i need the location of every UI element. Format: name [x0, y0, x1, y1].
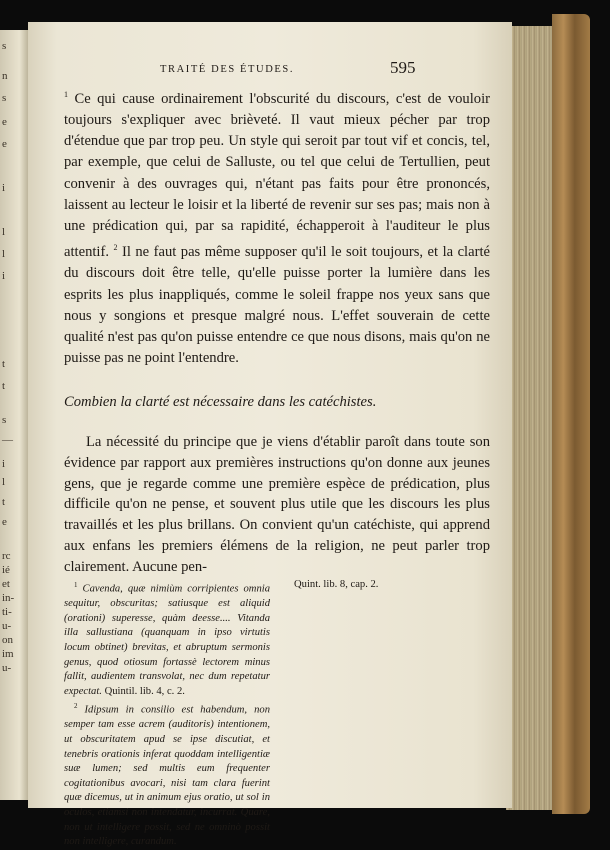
left-fragment: i [2, 270, 6, 282]
left-fragment: et [2, 578, 10, 590]
left-fragment: e [2, 116, 7, 128]
footnote-marker: 1 [74, 581, 78, 589]
footnote-2-text: Idipsum in consilio est habendum, non semper tam esse acrem (auditoris) intentionem, ut obscuritatem apud se ipse discutiat, et tenebris orationis inferat quoddam intelligentiæ suæ lumen; sed multis eum frequenter cogitationibus avocari, nisi tam clara fuerint quæ dicemus, ut in animum ejus oratio, ut sol in oculos, etiamsi non intendatur, incurrat. Quare, non ut intelligere possit, sed ne omninò possit non intelligere, curandum. [64, 704, 270, 848]
footnote-column-right [284, 578, 490, 593]
paragraph-1 [64, 84, 490, 369]
footnote-column-left [64, 578, 270, 850]
footnote-2-ref: Quint. lib. 8, cap. 2. [294, 579, 379, 590]
footnote-marker: 2 [74, 702, 78, 711]
footnote-1-ref: Quintil. lib. 4, c. 2. [104, 685, 185, 697]
left-fragment: u- [2, 662, 12, 674]
page-number: 595 [390, 58, 416, 77]
main-text-2 [64, 432, 490, 578]
left-fragment: on [2, 634, 13, 646]
left-fragment: rc [2, 550, 11, 562]
left-fragment: t [2, 358, 6, 370]
left-fragment: ié [2, 564, 10, 576]
left-fragment: l [2, 248, 6, 260]
left-fragment: s [2, 92, 7, 104]
left-fragment: i [2, 182, 6, 194]
paragraph-2: La nécessité du principe que je viens d'établir paroît dans toute son évidence par rapport aux premières instructions qu'on donne aux jeunes gens, que je regarde comme une première espèce de prédication, plus difficile qu'on ne pense, et souvent plus utile que les discours les plus travaillés et les plus brillans. On convient qu'un catéchiste, qui apprend aux enfans les premiers élémens de la religion, ne peut parler trop clairement. Aucune pen- [64, 434, 490, 575]
left-fragment: t [2, 496, 6, 508]
paragraph-1-continued: Il ne faut pas même supposer qu'il le soit toujours, et la clarté du discours doit être telle, qu'elle puisse porter la lumière dans les esprits les plus inappliqués, comme le soleil frappe nos yeux sans que nous y songions et presque malgré nous. L'effet souverain de cette qualité n'est pas qu'on puisse entendre ce que nous disons, mais qu'on ne puisse pas ne point l'entendre. [64, 244, 490, 367]
page-block-edge [506, 26, 554, 810]
book-page [28, 22, 512, 848]
left-fragment: e [2, 516, 7, 528]
left-fragment: e [2, 138, 7, 150]
left-fragment: u- [2, 620, 12, 632]
footnotes [64, 578, 490, 848]
left-page-edge [0, 30, 28, 800]
footnote-1-text: Cavenda, quæ nimiùm corripientes omnia sequitur, obscuritas; satiusque est aliquid (orationi) superesse, quàm deesse.... Vitanda illa sallustiana (quanquam in ipso virtutis locum obtinet) brevitas, et abruptum sermonis genus, quod otiosum fortassè lectorem minus fallit, audientem transvolat, nec dum repetatur expectat. [64, 583, 270, 697]
left-fragment: ti- [2, 606, 12, 618]
left-fragment: in- [2, 592, 15, 604]
left-fragment: n [2, 70, 8, 82]
note-marker: 2 [113, 243, 118, 253]
page-header [28, 58, 512, 82]
footnote-2-end [284, 578, 490, 593]
left-fragment: im [2, 648, 14, 660]
main-text [64, 84, 490, 369]
left-fragment: l [2, 476, 6, 488]
book-cover-edge [552, 14, 590, 814]
footnote-2-start [64, 699, 270, 849]
footnote-1 [64, 578, 270, 699]
running-title: TRAITÉ DES ÉTUDES. [160, 64, 295, 75]
left-fragment: s [2, 40, 7, 52]
left-fragment: i [2, 458, 6, 470]
left-fragment: l [2, 226, 6, 238]
note-marker: 1 [64, 90, 68, 99]
left-fragment: t [2, 380, 6, 392]
left-fragment: — [2, 434, 13, 446]
paragraph-1-text: Ce qui cause ordinairement l'obscurité du discours, c'est de vouloir toujours s'expliquer avec brièveté. Il vaut mieux pécher par trop d'étendue que par trop peu. Un style qui seroit par tout vif et concis, tel, par exemple, que celui de Salluste, ou tel que celui de Tertullien, peut convenir à des ouvrages qui, n'étant pas faits pour être prononcés, laissent au lecteur le loisir et la liberté de revenir sur ses pas; mais non à une prédication qui, par sa rapidité, échapperoit à l'auditeur le plus attentif. [64, 90, 490, 261]
left-fragment: s [2, 414, 7, 426]
section-heading: Combien la clarté est nécessaire dans les catéchistes. [64, 394, 377, 410]
